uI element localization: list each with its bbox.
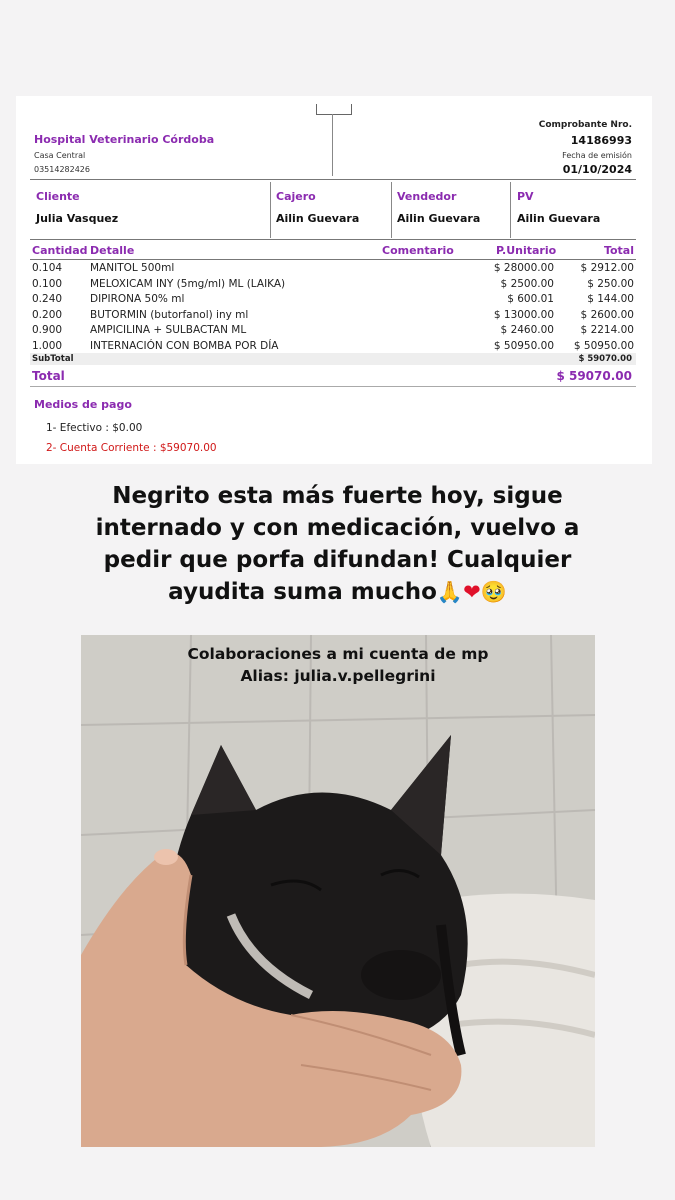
payment-current-account: 2- Cuenta Corriente : $59070.00 — [46, 442, 217, 454]
issue-date-label: Fecha de emisión — [562, 151, 632, 160]
item-detail: BUTORMIN (butorfanol) iny ml — [90, 308, 249, 321]
col-detail-header: Detalle — [90, 244, 135, 257]
table-row — [16, 262, 652, 278]
pv-name: Ailin Guevara — [517, 212, 601, 225]
total-value: $ 59070.00 — [556, 369, 632, 383]
item-qty: 0.200 — [32, 308, 63, 321]
cat-photo-illustration — [81, 635, 595, 1147]
subtotal-row — [30, 353, 636, 365]
hospital-name: Hospital Veterinario Córdoba — [34, 133, 215, 146]
seller-name: Ailin Guevara — [397, 212, 481, 225]
payment-cash: 1- Efectivo : $0.00 — [46, 422, 143, 434]
payment-methods-title: Medios de pago — [34, 398, 132, 411]
parties-divider — [30, 239, 636, 240]
col-unit-header: P.Unitario — [496, 244, 557, 257]
item-unit-price: $ 28000.00 — [493, 262, 554, 274]
table-row — [16, 293, 652, 309]
party-divider — [510, 182, 511, 238]
item-total: $ 2912.00 — [580, 262, 634, 274]
branch-name: Casa Central — [34, 151, 86, 160]
col-total-header: Total — [603, 244, 634, 257]
cat-photo — [81, 635, 595, 1147]
item-detail: INTERNACIÓN CON BOMBA POR DÍA — [90, 339, 279, 352]
item-total: $ 50950.00 — [573, 339, 634, 352]
praying-hands-icon: 🙏 — [436, 580, 464, 604]
photo-caption — [81, 643, 595, 687]
item-unit-price: $ 2460.00 — [500, 324, 554, 336]
item-detail: MANITOL 500ml — [90, 262, 175, 274]
subtotal-value: $ 59070.00 — [578, 354, 632, 364]
item-qty: 0.240 — [32, 293, 63, 305]
item-detail: DIPIRONA 50% ml — [90, 293, 185, 305]
subtotal-label: SubTotal — [32, 354, 74, 364]
total-row — [30, 369, 636, 387]
client-name: Julia Vasquez — [36, 212, 119, 225]
col-qty-header: Cantidad — [32, 244, 88, 257]
header-divider — [30, 179, 636, 180]
receipt-number: 14186993 — [570, 134, 632, 147]
cashier-label: Cajero — [276, 190, 316, 203]
party-divider — [270, 182, 271, 238]
pv-label: PV — [517, 190, 534, 203]
receipt-header-left — [34, 133, 214, 177]
item-total: $ 2214.00 — [580, 324, 634, 336]
item-total: $ 144.00 — [587, 293, 634, 305]
item-unit-price: $ 2500.00 — [500, 277, 554, 290]
item-qty: 0.104 — [32, 262, 63, 274]
seller-label: Vendedor — [397, 190, 457, 203]
issue-date: 01/10/2024 — [562, 163, 632, 176]
item-unit-price: $ 50950.00 — [493, 339, 554, 352]
logo-mark — [316, 104, 352, 115]
receipt-header-right — [539, 120, 632, 176]
logo-divider — [332, 114, 333, 176]
item-unit-price: $ 13000.00 — [493, 308, 554, 321]
receipt-number-label: Comprobante Nro. — [538, 120, 632, 130]
caption-text: Negrito esta más fuerte hoy, sigue internado y con medicación, vuelvo a pedir que porfa difundan! Cualquier ayudita suma mucho — [95, 483, 580, 605]
item-total: $ 2600.00 — [580, 308, 634, 321]
item-detail: AMPICILINA + SULBACTAN ML — [90, 324, 247, 336]
total-label: Total — [32, 369, 65, 383]
heart-icon: ❤ — [463, 580, 481, 604]
item-unit-price: $ 600.01 — [507, 293, 554, 305]
item-qty: 1.000 — [32, 339, 63, 352]
story-caption — [60, 480, 615, 608]
cashier-name: Ailin Guevara — [276, 212, 360, 225]
photo-caption-line1: Colaboraciones a mi cuenta de mp — [187, 645, 489, 663]
client-label: Cliente — [36, 190, 80, 203]
item-total: $ 250.00 — [587, 277, 634, 290]
party-divider — [391, 182, 392, 238]
item-detail: MELOXICAM INY (5mg/ml) ML (LAIKA) — [90, 277, 286, 290]
item-qty: 0.900 — [32, 324, 63, 336]
photo-caption-alias: Alias: julia.v.pellegrini — [240, 667, 436, 685]
item-qty: 0.100 — [32, 277, 63, 290]
table-row — [16, 278, 652, 294]
table-header-divider — [30, 259, 636, 260]
vet-receipt — [16, 96, 652, 464]
hospital-phone: 03514282426 — [34, 165, 90, 174]
table-row — [16, 309, 652, 325]
pleading-face-icon: 🥹 — [480, 580, 507, 604]
table-row — [16, 324, 652, 340]
col-comment-header: Comentario — [382, 244, 454, 257]
total-divider — [30, 386, 636, 387]
